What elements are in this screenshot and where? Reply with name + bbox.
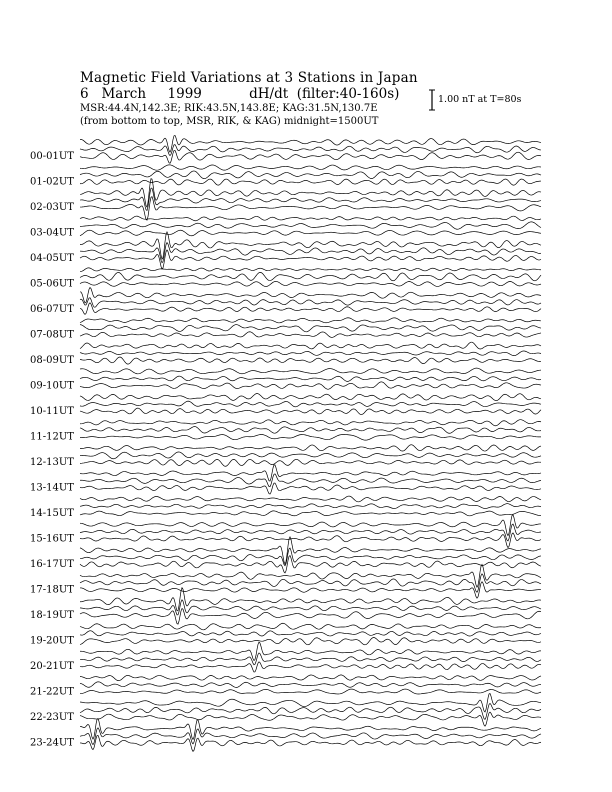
trace-17-18UT-KAG — [80, 564, 541, 587]
trace-23-24UT-MSR — [80, 735, 541, 751]
trace-05-06UT-MSR — [80, 281, 541, 286]
trace-23-24UT-KAG — [80, 718, 541, 739]
trace-14-15UT-KAG — [80, 496, 541, 502]
hour-label-02-03UT: 02-03UT — [30, 202, 74, 213]
trace-07-08UT-KAG — [80, 318, 541, 323]
hour-label-12-13UT: 12-13UT — [30, 457, 74, 468]
hour-label-09-10UT: 09-10UT — [30, 380, 74, 392]
stations-order-note: (from bottom to top, MSR, RIK, & KAG) midnight=1500UT — [80, 116, 379, 127]
trace-13-14UT-MSR — [80, 483, 541, 494]
trace-01-02UT-RIK — [80, 171, 541, 179]
trace-21-22UT-RIK — [80, 682, 541, 688]
trace-07-08UT-RIK — [80, 325, 541, 332]
trace-04-05UT-KAG — [80, 232, 541, 259]
hour-label-19-20UT: 19-20UT — [30, 635, 74, 647]
hour-label-22-23UT: 22-23UT — [30, 712, 74, 723]
trace-11-12UT-KAG — [80, 420, 541, 426]
trace-08-09UT-MSR — [80, 357, 541, 364]
hour-label-04-05UT: 04-05UT — [30, 253, 74, 264]
hour-label-03-04UT: 03-04UT — [30, 227, 74, 239]
trace-12-13UT-RIK — [80, 452, 541, 459]
trace-18-19UT-MSR — [80, 609, 541, 625]
trace-12-13UT-MSR — [80, 459, 541, 466]
trace-20-21UT-RIK — [80, 653, 541, 665]
trace-03-04UT-MSR — [80, 230, 541, 236]
hour-label-05-06UT: 05-06UT — [30, 278, 74, 290]
date-day: 6 — [80, 86, 89, 102]
trace-06-07UT-RIK — [80, 298, 541, 308]
trace-04-05UT-RIK — [80, 243, 541, 263]
hour-label-10-11UT: 10-11UT — [30, 406, 74, 417]
trace-09-10UT-MSR — [80, 382, 541, 389]
scale-bar-label: 1.00 nT at T=80s — [438, 94, 522, 105]
date-year: 1999 — [167, 86, 202, 102]
hour-label-11-12UT: 11-12UT — [30, 431, 74, 443]
hour-label-08-09UT: 08-09UT — [30, 355, 74, 366]
trace-10-11UT-RIK — [80, 401, 541, 407]
trace-17-18UT-RIK — [80, 574, 541, 592]
stations-info: MSR:44.4N,142.3E; RIK:43.5N,143.8E; KAG:31.5N,130.7E — [80, 103, 378, 114]
trace-13-14UT-KAG — [80, 465, 541, 481]
trace-04-05UT-MSR — [80, 250, 541, 269]
trace-21-22UT-KAG — [80, 675, 541, 681]
hour-label-01-02UT: 01-02UT — [30, 176, 74, 188]
hour-label-00-01UT: 00-01UT — [30, 151, 74, 162]
trace-08-09UT-RIK — [80, 351, 541, 356]
trace-22-23UT-MSR — [80, 712, 541, 726]
trace-22-23UT-KAG — [80, 694, 541, 712]
trace-14-15UT-RIK — [80, 504, 541, 509]
hour-label-21-22UT: 21-22UT — [30, 686, 74, 698]
trace-01-02UT-MSR — [80, 179, 541, 185]
hour-label-17-18UT: 17-18UT — [30, 584, 74, 596]
trace-03-04UT-KAG — [80, 216, 541, 221]
trace-16-17UT-RIK — [80, 548, 541, 566]
trace-11-12UT-MSR — [80, 434, 541, 440]
trace-19-20UT-MSR — [80, 638, 541, 645]
hour-label-13-14UT: 13-14UT — [30, 482, 74, 494]
trace-19-20UT-RIK — [80, 631, 541, 636]
trace-05-06UT-RIK — [80, 272, 541, 280]
hour-label-14-15UT: 14-15UT — [30, 508, 74, 519]
trace-05-06UT-KAG — [80, 268, 541, 272]
trace-12-13UT-KAG — [80, 445, 541, 451]
trace-11-12UT-RIK — [80, 427, 541, 434]
trace-07-08UT-MSR — [80, 332, 541, 338]
trace-20-21UT-MSR — [80, 662, 541, 672]
quantity-label: dH/dt (filter:40-160s) — [249, 86, 400, 102]
trace-06-07UT-MSR — [80, 303, 541, 315]
trace-00-01UT-MSR — [80, 151, 541, 164]
hour-label-23-24UT: 23-24UT — [30, 737, 74, 749]
trace-03-04UT-RIK — [80, 222, 541, 229]
trace-19-20UT-KAG — [80, 623, 541, 630]
hour-label-16-17UT: 16-17UT — [30, 559, 74, 570]
hour-label-15-16UT: 15-16UT — [30, 533, 74, 545]
chart-title: Magnetic Field Variations at 3 Stations in Japan — [80, 70, 418, 86]
hour-label-06-07UT: 06-07UT — [30, 304, 74, 315]
trace-08-09UT-KAG — [80, 342, 541, 349]
hour-label-07-08UT: 07-08UT — [30, 329, 74, 341]
trace-02-03UT-KAG — [80, 179, 541, 207]
date-month: March — [101, 86, 147, 102]
trace-09-10UT-RIK — [80, 376, 541, 381]
trace-13-14UT-RIK — [80, 474, 541, 487]
trace-14-15UT-MSR — [80, 511, 541, 516]
trace-15-16UT-MSR — [80, 533, 541, 548]
trace-21-22UT-MSR — [80, 689, 541, 694]
trace-00-01UT-RIK — [80, 145, 541, 156]
trace-10-11UT-MSR — [80, 408, 541, 414]
trace-16-17UT-KAG — [80, 537, 541, 564]
trace-10-11UT-KAG — [80, 394, 541, 401]
trace-01-02UT-KAG — [80, 165, 541, 170]
hour-label-20-21UT: 20-21UT — [30, 661, 74, 672]
trace-09-10UT-KAG — [80, 368, 541, 374]
hour-label-18-19UT: 18-19UT — [30, 610, 74, 621]
